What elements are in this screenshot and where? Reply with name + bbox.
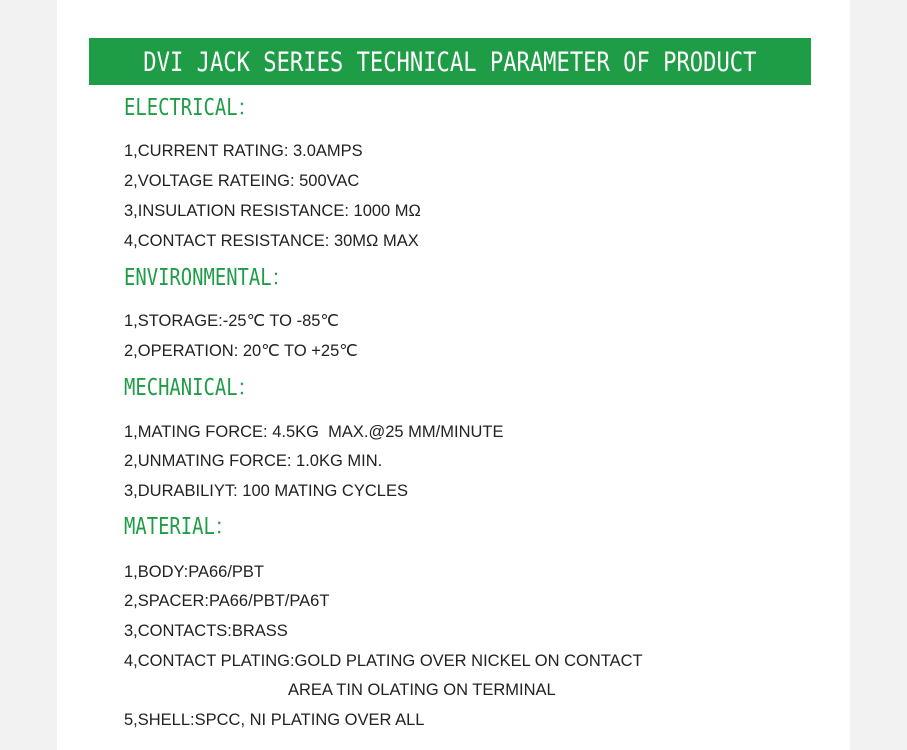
section-heading-material: MATERIAL： — [124, 514, 234, 540]
spec-line: 1,BODY:PA66/PBT — [124, 563, 265, 581]
section-heading-electrical: ELECTRICAL： — [124, 95, 257, 121]
spec-line: 2,UNMATING FORCE: 1.0KG MIN. — [124, 452, 383, 470]
spec-line: 1,MATING FORCE: 4.5KG MAX.@25 MM/MINUTE — [124, 423, 504, 441]
spec-line: 4,CONTACT RESISTANCE: 30MΩ MAX — [124, 232, 419, 250]
page-title: DVI JACK SERIES TECHNICAL PARAMETER OF PRODUCT — [143, 47, 757, 78]
spec-line: 3,INSULATION RESISTANCE: 1000 MΩ — [124, 202, 421, 220]
section-heading-mechanical: MECHANICAL： — [124, 375, 257, 401]
spec-line-continuation: AREA TIN OLATING ON TERMINAL — [288, 681, 556, 699]
spec-line: 2,OPERATION: 20℃ TO +25℃ — [124, 342, 358, 360]
spec-line: 2,VOLTAGE RATEING: 500VAC — [124, 172, 360, 190]
section-heading-environmental: ENVIRONMENTAL： — [124, 265, 291, 291]
spec-line: 5,SHELL:SPCC, NI PLATING OVER ALL — [124, 711, 425, 729]
spec-line: 3,DURABILIYT: 100 MATING CYCLES — [124, 482, 408, 500]
spec-line: 1,STORAGE:-25℃ TO -85℃ — [124, 312, 339, 330]
spec-line: 3,CONTACTS:BRASS — [124, 622, 288, 640]
spec-line: 4,CONTACT PLATING:GOLD PLATING OVER NICKEL ON CONTACT — [124, 652, 643, 670]
spec-line: 2,SPACER:PA66/PBT/PA6T — [124, 592, 330, 610]
title-banner — [89, 38, 811, 85]
spec-line: 1,CURRENT RATING: 3.0AMPS — [124, 142, 363, 160]
